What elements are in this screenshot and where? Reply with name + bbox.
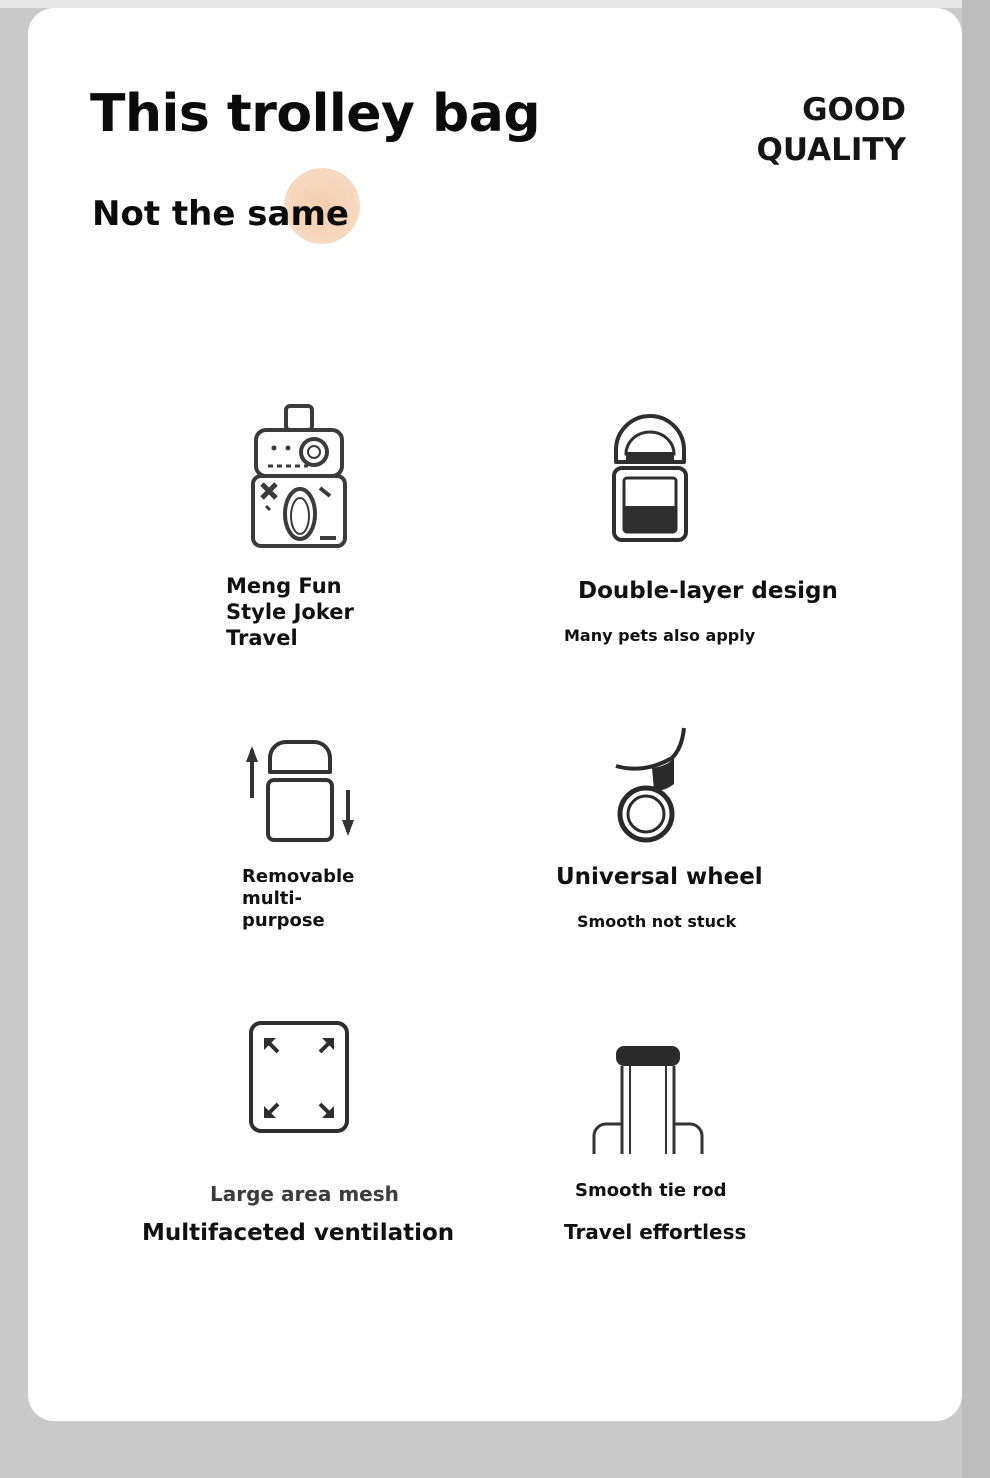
detachable-bag-icon <box>240 732 362 844</box>
wheel-icon <box>608 722 692 844</box>
feature-4-subtitle: Smooth not stuck <box>577 912 737 931</box>
expand-arrows-icon <box>246 1018 352 1138</box>
feature-6-title: Smooth tie rod <box>575 1180 727 1201</box>
right-edge <box>962 0 990 1478</box>
page-title: This trolley bag <box>90 84 541 144</box>
feature-5-subtitle: Multifaceted ventilation <box>142 1220 455 1246</box>
quality-badge <box>757 90 906 170</box>
feature-2-subtitle: Many pets also apply <box>564 626 756 645</box>
feature-3-line-2: multi- <box>242 888 302 909</box>
page-subtitle: Not the same <box>92 194 349 234</box>
feature-1-line-3: Travel <box>226 626 298 650</box>
trolley-handle-icon <box>590 1042 706 1158</box>
top-border <box>0 0 990 8</box>
feature-3-line-1: Removable <box>242 866 355 887</box>
feature-1-line-2: Style Joker <box>226 600 354 624</box>
feature-6-subtitle: Travel effortless <box>564 1220 747 1244</box>
pet-backpack-icon <box>248 402 352 550</box>
badge-line-1: GOOD <box>802 92 906 128</box>
badge-line-2: QUALITY <box>756 132 906 168</box>
feature-2-title: Double-layer design <box>578 578 838 604</box>
double-layer-bag-icon <box>608 410 692 544</box>
feature-5-title: Large area mesh <box>210 1182 399 1206</box>
feature-1-line-1: Meng Fun <box>226 574 342 598</box>
feature-4-title: Universal wheel <box>556 864 763 890</box>
feature-3-line-3: purpose <box>242 910 325 931</box>
